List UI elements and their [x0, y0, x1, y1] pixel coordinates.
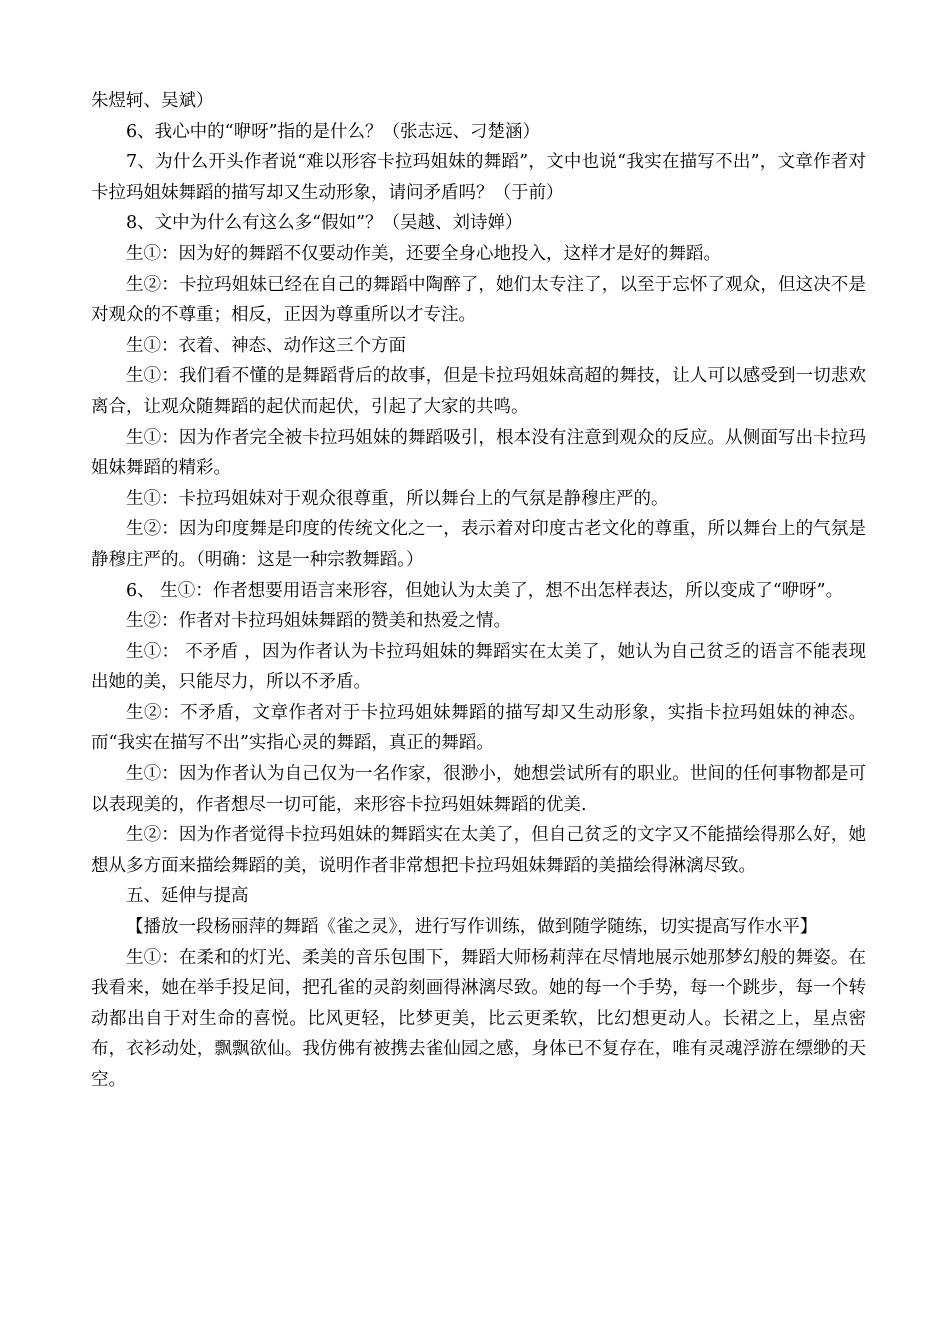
student-answer: 生①：在柔和的灯光、柔美的音乐包围下，舞蹈大师杨莉萍在尽情地展示她那梦幻般的舞姿。在我看来，她在举手投足间，把孔雀的灵韵刻画得淋漓尽致。她的每一个手势，每一个跳步，每一个转动都出自于对生命的喜悦。比风更轻，比梦更美，比云更柔软，比幻想更动人。长裙之上，星点密布，衣衫动处，飘飘欲仙。我仿佛有被携去雀仙园之感，身体已不复存在，唯有灵魂浮游在缥缈的天空。: [91, 947, 866, 1090]
student-answer: 生①：我们看不懂的是舞蹈背后的故事，但是卡拉玛姐妹高超的舞技，让人可以感受到一切悲欢离合，让观众随舞蹈的起伏而起伏，引起了大家的共鸣。: [91, 366, 866, 417]
student-answer: 生②：因为印度舞是印度的传统文化之一，表示着对印度古老文化的尊重，所以舞台上的气氛是静穆庄严的。（明确：这是一种宗教舞蹈。）: [91, 519, 866, 570]
student-answer: 生①：因为作者完全被卡拉玛姐妹的舞蹈吸引，根本没有注意到观众的反应。从侧面写出卡拉玛姐妹舞蹈的精彩。: [91, 427, 866, 479]
student-answer: 生①：因为作者认为自己仅为一名作家，很渺小，她想尝试所有的职业。世间的任何事物都是可以表现美的，作者想尽一切可能，来形容卡拉玛姐妹舞蹈的优美.: [91, 764, 866, 815]
student-answer: 生①：卡拉玛姐妹对于观众很尊重，所以舞台上的气氛是静穆庄严的。: [126, 488, 669, 509]
student-answer: 生①： 不矛盾 ，因为作者认为卡拉玛姐妹的舞蹈实在太美了，她认为自己贫乏的语言不能表现出她的美，只能尽力，所以不矛盾。: [91, 641, 866, 693]
student-answer: 生①：因为好的舞蹈不仅要动作美，还要全身心地投入，这样才是好的舞蹈。: [126, 243, 721, 264]
question-6: 6、我心中的“咿呀”指的是什么？（张志远、刁楚涵）: [126, 121, 541, 142]
section-heading: 五、延伸与提高: [126, 886, 249, 907]
student-answer: 生②：因为作者觉得卡拉玛姐妹的舞蹈实在太美了，但自己贫乏的文字又不能描绘得那么好，她想从多方面来描绘舞蹈的美，说明作者非常想把卡拉玛姐妹舞蹈的美描绘得淋漓尽致。: [91, 825, 866, 876]
student-answer: 生②：卡拉玛姐妹已经在自己的舞蹈中陶醉了，她们太专注了，以至于忘怀了观众，但这决不是对观众的不尊重；相反，正因为尊重所以才专注。: [91, 274, 866, 326]
student-answer: 生①：衣着、神态、动作这三个方面: [126, 335, 406, 356]
student-answer: 生②：不矛盾，文章作者对于卡拉玛姐妹舞蹈的描写却又生动形象，实指卡拉玛姐妹的神态。而“我实在描写不出”实指心灵的舞蹈，真正的舞蹈。: [91, 702, 866, 754]
student-answer: 6、 生①：作者想要用语言来形容，但她认为太美了，想不出怎样表达，所以变成了“咿呀”。: [126, 580, 844, 601]
document-page: [91, 86, 866, 1096]
question-8: 8、文中为什么有这么多“假如”？（吴越、刘诗婵）: [126, 213, 523, 234]
paragraph-authors-continued: 朱煜轲、吴斌）: [91, 91, 214, 111]
activity-instruction: 【播放一段杨丽萍的舞蹈《雀之灵》，进行写作训练，做到随学随练，切实提高写作水平】: [126, 917, 818, 938]
student-answer: 生②：作者对卡拉玛姐妹舞蹈的赞美和热爱之情。: [126, 611, 511, 632]
question-7: 7、为什么开头作者说“难以形容卡拉玛姐妹的舞蹈”，文中也说“我实在描写不出”，文章作者对卡拉玛姐妹舞蹈的描写却又生动形象，请问矛盾吗？（于前）: [91, 152, 866, 203]
